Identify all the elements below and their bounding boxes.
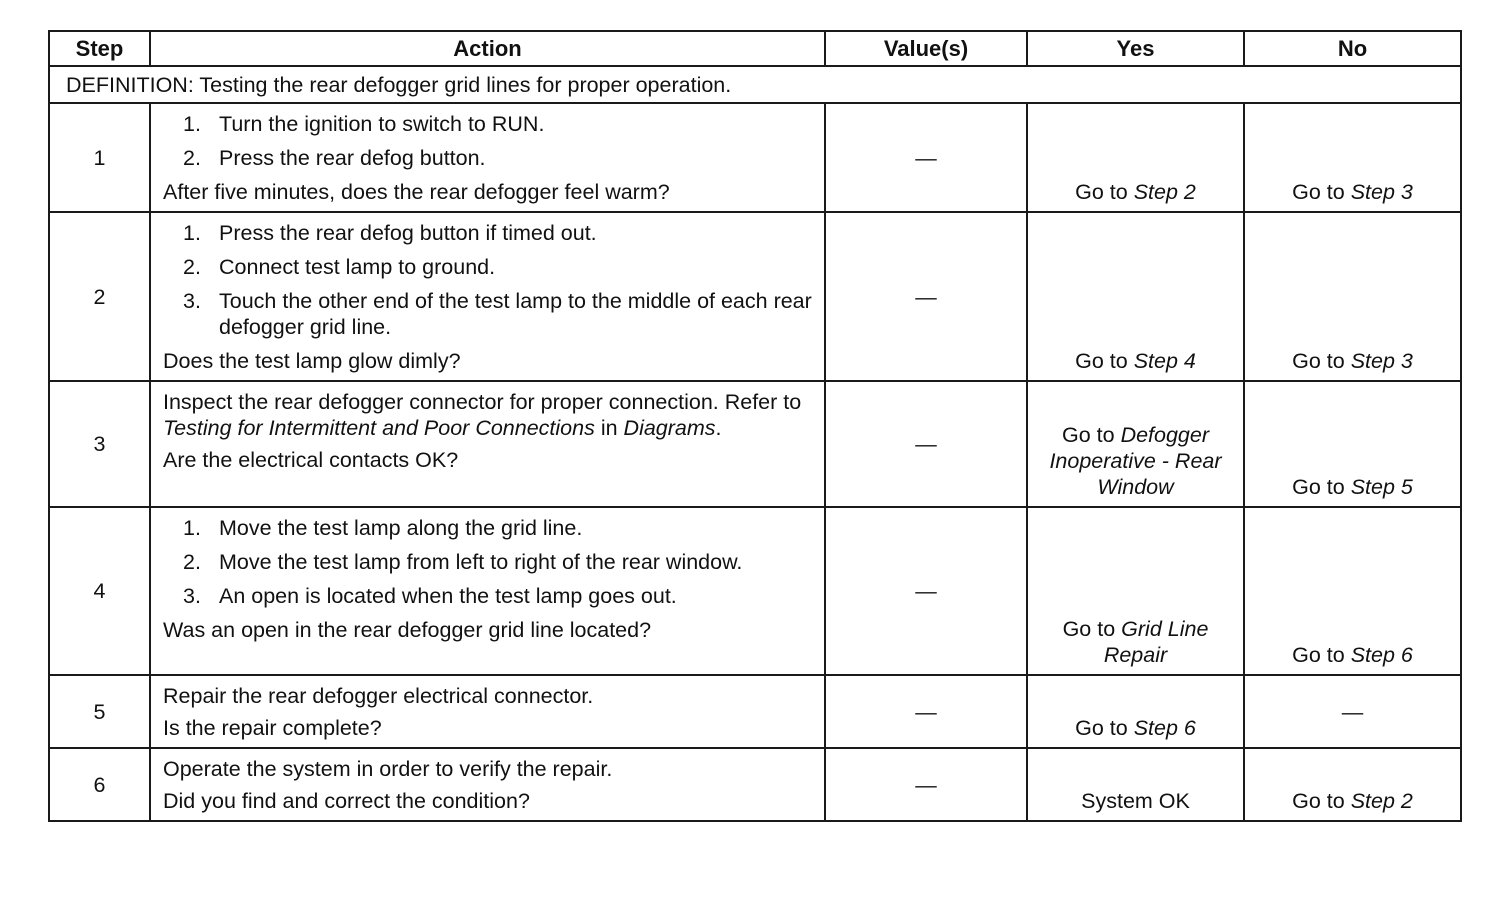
action-paragraph: Inspect the rear defogger connector for proper connection. Refer to Testing for Intermittent and Poor Connections in Diagrams. — [163, 390, 802, 440]
action-question: Are the electrical contacts OK? — [163, 448, 459, 472]
action-cell — [150, 212, 825, 381]
value-cell: — — [825, 675, 1027, 748]
yes-cell: Go to Defogger Inoperative - Rear Window — [1027, 381, 1244, 507]
header-no: No — [1244, 31, 1461, 66]
no-cell: Go to Step 3 — [1244, 212, 1461, 381]
action-cell — [150, 675, 825, 748]
list-item: 2. Connect test lamp to ground. — [183, 255, 496, 279]
yes-cell: Go to Step 2 — [1027, 103, 1244, 212]
step-link[interactable]: Step 3 — [1350, 180, 1413, 204]
header-values: Value(s) — [825, 31, 1027, 66]
action-cell — [150, 507, 825, 675]
list-item: 2. Move the test lamp from left to right of the rear window. — [183, 550, 743, 574]
procedure-link[interactable]: Defogger Inoperative - Rear Window — [1049, 423, 1222, 499]
list-item: 3. An open is located when the test lamp goes out. — [183, 584, 677, 608]
header-row — [49, 31, 1461, 66]
action-list — [163, 111, 812, 171]
yes-cell: Go to Grid Line Repair — [1027, 507, 1244, 675]
action-question: Does the test lamp glow dimly? — [163, 349, 461, 373]
list-item: 1. Turn the ignition to switch to RUN. — [183, 112, 545, 136]
no-cell: — — [1244, 675, 1461, 748]
list-item: 2. Press the rear defog button. — [183, 146, 486, 170]
step-link[interactable]: Step 5 — [1350, 475, 1413, 499]
list-item: 1. Move the test lamp along the grid line. — [183, 516, 583, 540]
action-cell — [150, 381, 825, 507]
step-link[interactable]: Step 2 — [1350, 789, 1413, 813]
header-action: Action — [150, 31, 825, 66]
value-cell: — — [825, 748, 1027, 821]
list-item: 1. Press the rear defog button if timed out. — [183, 221, 597, 245]
step-number: 3 — [49, 381, 150, 507]
yes-cell: Go to Step 6 — [1027, 675, 1244, 748]
diagnostic-table — [48, 30, 1462, 822]
table-row — [49, 748, 1461, 821]
definition-row — [49, 66, 1461, 103]
action-question: Was an open in the rear defogger grid line located? — [163, 618, 652, 642]
table-row — [49, 381, 1461, 507]
definition-text: DEFINITION: Testing the rear defogger grid lines for proper operation. — [49, 66, 1461, 103]
step-link[interactable]: Step 4 — [1133, 349, 1196, 373]
table-row — [49, 212, 1461, 381]
reference-link[interactable]: Testing for Intermittent and Poor Connections — [163, 416, 595, 440]
header-step: Step — [49, 31, 150, 66]
action-paragraph: Repair the rear defogger electrical connector. — [163, 684, 594, 708]
header-yes: Yes — [1027, 31, 1244, 66]
list-item: 3. Touch the other end of the test lamp to the middle of each rear defogger grid line. — [183, 289, 812, 339]
action-question: Did you find and correct the condition? — [163, 789, 530, 813]
step-number: 1 — [49, 103, 150, 212]
step-link[interactable]: Step 6 — [1133, 716, 1196, 740]
step-number: 4 — [49, 507, 150, 675]
action-cell — [150, 748, 825, 821]
value-cell: — — [825, 381, 1027, 507]
action-paragraph: Operate the system in order to verify the repair. — [163, 757, 613, 781]
value-cell: — — [825, 103, 1027, 212]
value-cell: — — [825, 212, 1027, 381]
step-link[interactable]: Step 6 — [1350, 643, 1413, 667]
action-list — [163, 515, 812, 609]
value-cell: — — [825, 507, 1027, 675]
step-number: 5 — [49, 675, 150, 748]
step-link[interactable]: Step 2 — [1133, 180, 1196, 204]
no-cell: Go to Step 6 — [1244, 507, 1461, 675]
step-number: 6 — [49, 748, 150, 821]
action-cell — [150, 103, 825, 212]
no-cell: Go to Step 5 — [1244, 381, 1461, 507]
no-cell: Go to Step 3 — [1244, 103, 1461, 212]
reference-link[interactable]: Diagrams — [623, 416, 716, 440]
no-cell: Go to Step 2 — [1244, 748, 1461, 821]
table-row — [49, 675, 1461, 748]
action-question: Is the repair complete? — [163, 716, 382, 740]
procedure-link[interactable]: Grid Line Repair — [1103, 617, 1209, 667]
yes-cell: Go to Step 4 — [1027, 212, 1244, 381]
step-number: 2 — [49, 212, 150, 381]
step-link[interactable]: Step 3 — [1350, 349, 1413, 373]
table-row — [49, 507, 1461, 675]
table-row — [49, 103, 1461, 212]
yes-cell: System OK — [1027, 748, 1244, 821]
action-list — [163, 220, 812, 340]
action-question: After five minutes, does the rear defogger feel warm? — [163, 180, 670, 204]
